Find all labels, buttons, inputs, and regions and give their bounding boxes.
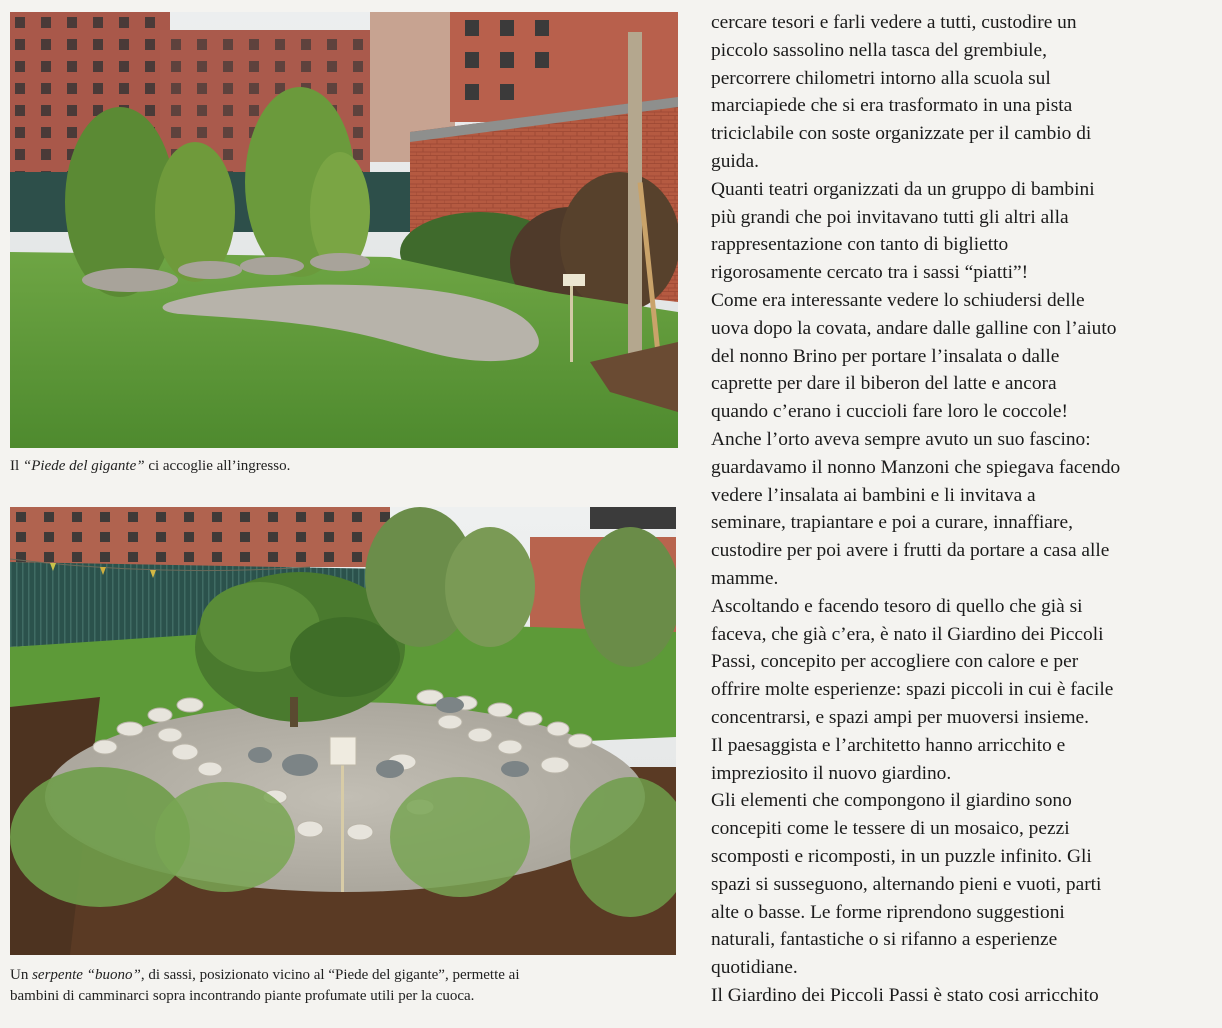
- body-text-line: caprette per dare il biberon del latte e ancora: [711, 373, 1057, 395]
- body-text-line: cercare tesori e farli vedere a tutti, custodire un: [711, 12, 1077, 33]
- body-text-line: faceva, che già c’era, è nato il Giardino dei Piccoli: [711, 623, 1104, 645]
- body-text-line: percorrere chilometri intorno alla scuola sul: [711, 67, 1051, 89]
- body-text-line: Anche l’orto aveva sempre avuto un suo fascino:: [711, 428, 1091, 450]
- caption-line-1: [10, 965, 680, 986]
- body-text-line: seminare, trapiantare e poi a curare, innaffiare,: [711, 512, 1073, 534]
- caption-suffix: ci accoglie all’ingresso.: [144, 458, 291, 474]
- body-text-line: piccolo sassolino nella tasca del grembiule,: [711, 39, 1048, 61]
- body-text-line: guardavamo il nonno Manzoni che spiegava facendo: [711, 456, 1121, 478]
- body-text-line: rappresentazione con tanto di biglietto: [711, 234, 1009, 256]
- body-text-line: scomposti e ricomposti, in un puzzle infinito. Gli: [711, 845, 1092, 867]
- caption-italic: “Piede del gigante”: [22, 458, 145, 474]
- photo-caption-second: [10, 965, 680, 1007]
- body-text-line: Il paesaggista e l’architetto hanno arricchito e: [711, 734, 1066, 756]
- body-text-line: concepiti come le tessere di un mosaico, pezzi: [711, 818, 1070, 840]
- body-text-line: marciapiede che si era trasformato in una pista: [711, 95, 1073, 117]
- body-text-line: triciclabile con soste organizzate per il cambio di: [711, 123, 1092, 145]
- caption-line-2: bambini di camminarci sopra incontrando piante profumate utili per la cuoca.: [10, 988, 475, 1004]
- body-text-line: più grandi che poi invitavano tutti gli altri alla: [711, 206, 1069, 228]
- body-text-line: impreziosito il nuovo giardino.: [711, 762, 952, 784]
- body-text-line: quando c’erano i cuccioli fare loro le coccole!: [711, 401, 1068, 423]
- photo-caption-first: [10, 456, 678, 477]
- body-text-line: quotidiane.: [711, 957, 798, 979]
- body-text-line: Quanti teatri organizzati da un gruppo di bambini: [711, 178, 1095, 200]
- body-text-line: Ascoltando e facendo tesoro di quello che già si: [711, 595, 1083, 617]
- body-text-line: custodire per poi avere i frutti da portare a casa alle: [711, 540, 1110, 562]
- body-text-line: Come era interessante vedere lo schiudersi delle: [711, 289, 1085, 311]
- caption-suffix: , di sassi, posizionato vicino al “Piede del gigante”, permette ai: [140, 967, 520, 983]
- body-text-line: naturali, fantastiche o si rifanno a esperienze: [711, 929, 1058, 951]
- photo-serpente-buono: [10, 507, 676, 955]
- caption-prefix: Il: [10, 458, 23, 474]
- body-text-line: Il Giardino dei Piccoli Passi è stato cosi arricchito: [711, 984, 1099, 1006]
- caption-prefix: Un: [10, 967, 33, 983]
- body-text-line: Passi, concepito per accogliere con calore e per: [711, 651, 1079, 673]
- body-text-line: guida.: [711, 150, 759, 172]
- body-text-line: rigorosamente cercato tra i sassi “piatti”!: [711, 262, 1029, 284]
- body-text-line: offrire molte esperienze: spazi piccoli in cui è facile: [711, 679, 1114, 701]
- photo-piede-del-gigante: [10, 12, 678, 448]
- body-text-line: vedere l’insalata ai bambini e li invitava a: [711, 484, 1036, 506]
- body-text-line: spazi si susseguono, alternando pieni e vuoti, parti: [711, 873, 1102, 895]
- body-text-column: [711, 9, 1216, 1010]
- caption-italic: serpente “buono”: [32, 967, 141, 983]
- body-text-line: del nonno Brino per portare l’insalata o dalle: [711, 345, 1060, 367]
- body-text-line: uova dopo la covata, andare dalle galline con l’aiuto: [711, 317, 1117, 339]
- body-text-line: mamme.: [711, 567, 779, 589]
- body-text-line: concentrarsi, e spazi ampi per muoversi insieme.: [711, 706, 1089, 728]
- body-text-line: Gli elementi che compongono il giardino sono: [711, 790, 1072, 812]
- body-text-line: alte o basse. Le forme riprendono suggestioni: [711, 901, 1065, 923]
